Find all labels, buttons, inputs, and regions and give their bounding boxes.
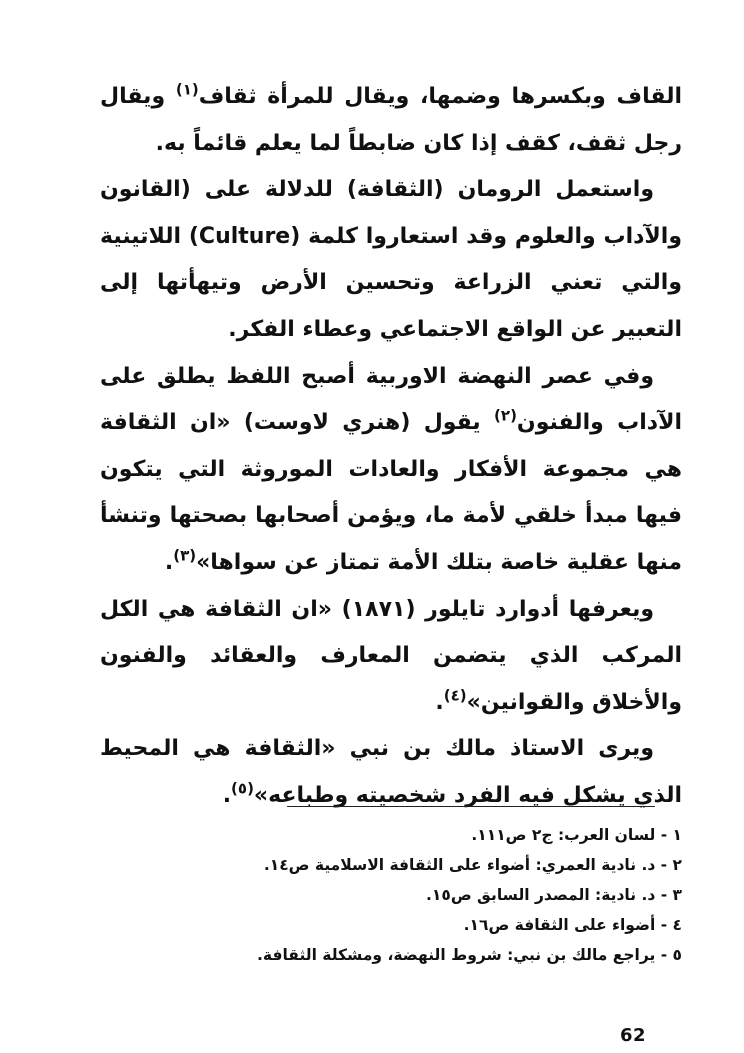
footnote-marker: (٥) <box>231 779 254 798</box>
page-number: 62 <box>620 1025 647 1046</box>
footnote-marker: (٤) <box>443 686 467 705</box>
paragraph <box>100 354 682 587</box>
footnote-item: ٣ - د. نادية: المصدر السابق ص١٥. <box>426 886 682 904</box>
paragraph <box>100 167 682 353</box>
footnote-item: ٥ - يراجع مالك بن نبي: شروط النهضة، ومشكلة الثقافة. <box>257 946 682 964</box>
footnote-item: ٤ - أضواء على الثقافة ص١٦. <box>463 916 682 934</box>
paragraph-text: . <box>222 782 232 808</box>
paragraph-text: القاف وبكسرها وضمها، ويقال للمرأة ثقاف <box>198 84 683 109</box>
paragraph-text: ويقال رجل ثقف، كقف إذا كان ضابطاً لما يعلم قائماً به. <box>100 84 682 156</box>
paragraph-text: ويعرفها أدوارد تايلور (١٨٧١) «ان الثقافة هي الكل المركب الذي يتضمن المعارف والعقائد والفنون والأخلاق والقوانين» <box>100 596 682 715</box>
footnote-item: ٢ - د. نادية العمري: أضواء على الثقافة الاسلامية ص١٤. <box>263 856 682 874</box>
paragraph-text: وفي عصر النهضة الاوربية أصبح اللفظ يطلق على الآداب والفنون <box>100 363 682 436</box>
footnotes-list <box>200 820 682 970</box>
footnote-divider <box>287 806 655 807</box>
paragraph <box>100 74 682 167</box>
footnote-marker: (٢) <box>494 406 517 425</box>
paragraph-text: يقول (هنري لاوست) «ان الثقافة هي مجموعة الأفكار والعادات الموروثة التي يتكون فيها مبدأ خلقي لأمة ما، ويؤمن أصحابها بصحتها وتنشأ منها عقلية خاصة بتلك الأمة تمتاز عن سواها» <box>100 410 682 575</box>
paragraph-text: واستعمل الرومان (الثقافة) للدلالة على (القانون والآداب والعلوم وقد استعاروا كلمة (Culture) اللاتينية والتي تعني الزراعة وتحسين الأرض وتيهأتها إلى التعبير عن الواقع الاجتماعي وعطاء الفكر. <box>100 177 682 342</box>
paragraph-text: . <box>164 549 174 575</box>
footnote-item: ١ - لسان العرب: ج٢ ص١١١. <box>471 826 682 844</box>
main-text <box>100 74 682 820</box>
paragraph-text: . <box>435 689 444 715</box>
footnote-marker: (٣) <box>173 546 197 565</box>
footnote-marker: (١) <box>175 80 199 99</box>
paragraph-text: ويرى الاستاذ مالك بن نبي «الثقافة هي المحيط الذي يشكل فيه الفرد شخصيته وطباعه» <box>100 736 682 808</box>
paragraph <box>100 587 682 727</box>
